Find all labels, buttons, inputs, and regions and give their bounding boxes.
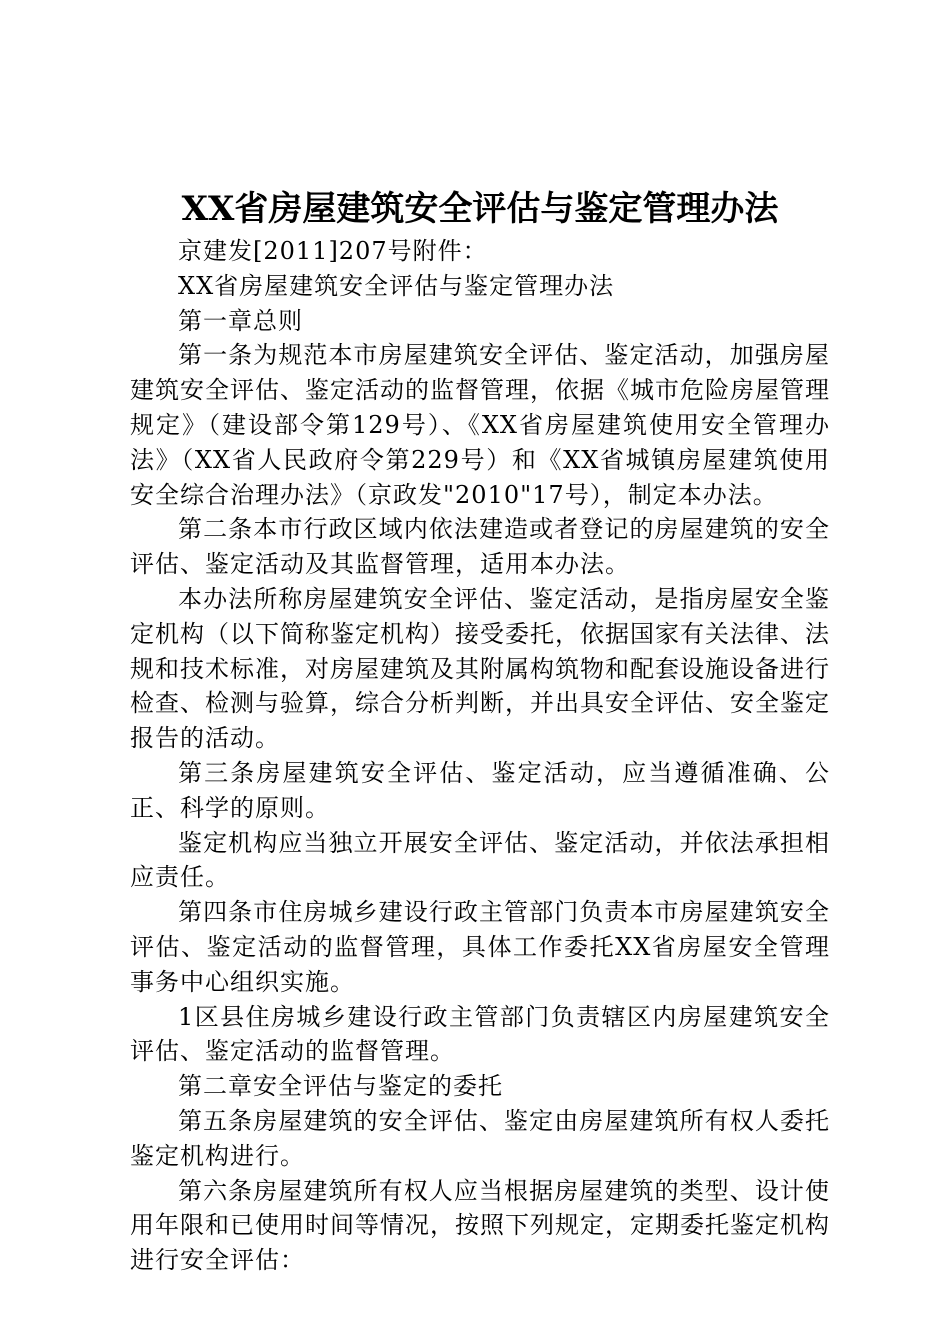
document-title: XX省房屋建筑安全评估与鉴定管理办法 xyxy=(181,189,779,229)
article-paragraph: 鉴定机构应当独立开展安全评估、鉴定活动，并依法承担相应责任。 xyxy=(130,828,830,892)
chapter-heading: 第一章总则 xyxy=(178,306,303,335)
article-paragraph: 第六条房屋建筑所有权人应当根据房屋建筑的类型、设计使用年限和已使用时间等情况，按照下列规定，定期委托鉴定机构进行安全评估： xyxy=(130,1176,830,1275)
article-paragraph: 第二条本市行政区域内依法建造或者登记的房屋建筑的安全评估、鉴定活动及其监督管理，适用本办法。 xyxy=(130,515,830,579)
article-paragraph: 第一条为规范本市房屋建筑安全评估、鉴定活动，加强房屋建筑安全评估、鉴定活动的监督管理，依据《城市危险房屋管理规定》（建设部令第129号）、《XX省房屋建筑使用安全管理办法》（XX省人民政府令第229号）和《XX省城镇房屋建筑使用安全综合治理办法》（京政发"2010"17号），制定本办法。 xyxy=(130,341,830,509)
doc-subtitle: XX省房屋建筑安全评估与鉴定管理办法 xyxy=(178,271,615,300)
article-paragraph: 本办法所称房屋建筑安全评估、鉴定活动，是指房屋安全鉴定机构（以下简称鉴定机构）接受委托，依据国家有关法律、法规和技术标准，对房屋建筑及其附属构筑物和配套设施设备进行检查、检测与验算，综合分析判断，并出具安全评估、安全鉴定报告的活动。 xyxy=(130,584,830,753)
doc-reference: 京建发[2011]207号附件： xyxy=(178,237,488,265)
document-page xyxy=(130,186,830,1278)
article-paragraph: 第四条市住房城乡建设行政主管部门负责本市房屋建筑安全评估、鉴定活动的监督管理，具体工作委托XX省房屋安全管理事务中心组织实施。 xyxy=(130,898,830,996)
chapter-heading: 第二章安全评估与鉴定的委托 xyxy=(178,1072,503,1101)
article-paragraph: 1区县住房城乡建设行政主管部门负责辖区内房屋建筑安全评估、鉴定活动的监督管理。 xyxy=(130,1002,830,1066)
article-paragraph: 第五条房屋建筑的安全评估、鉴定由房屋建筑所有权人委托鉴定机构进行。 xyxy=(130,1106,830,1170)
article-paragraph: 第三条房屋建筑安全评估、鉴定活动，应当遵循准确、公正、科学的原则。 xyxy=(130,758,830,822)
